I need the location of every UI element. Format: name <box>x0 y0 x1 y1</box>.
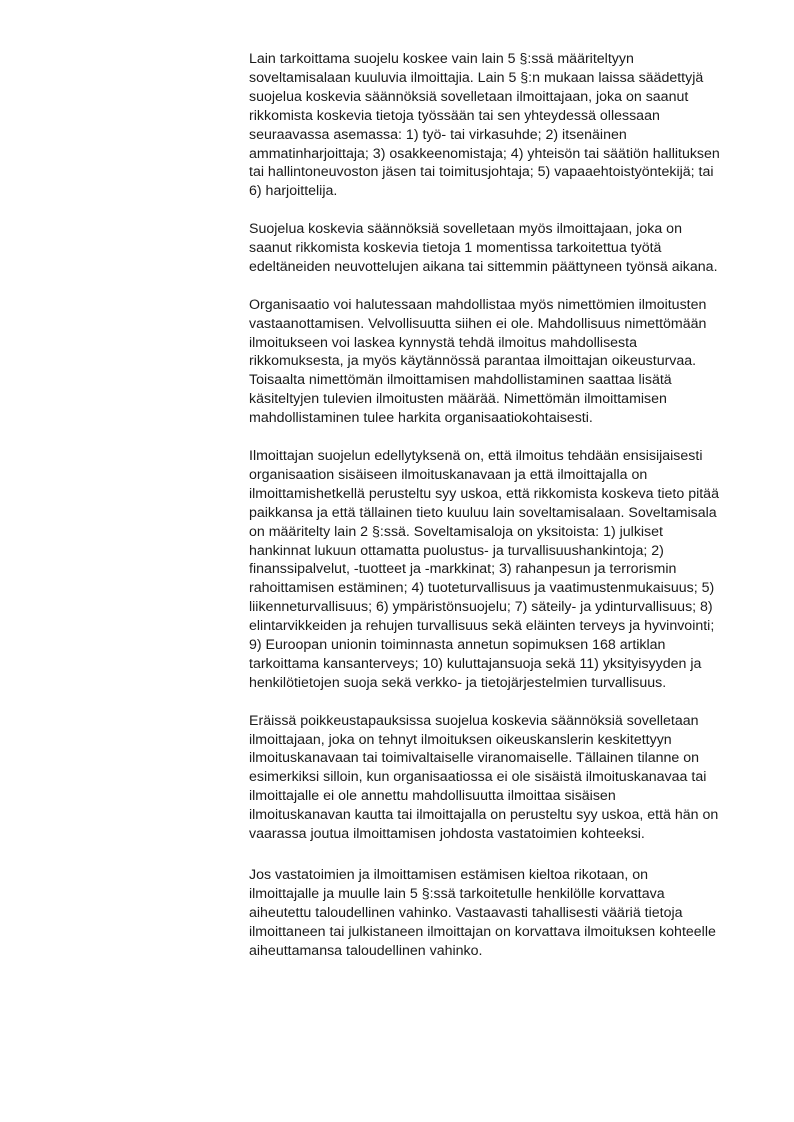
paragraph-anonymous-reports: Organisaatio voi halutessaan mahdollistaa myös nimettömien ilmoitusten vastaanottamisen. Velvollisuutta siihen ei ole. Mahdollisuus nimettömään ilmoitukseen voi laskea kynnystä tehdä ilmoitus mahdollisesta rikkomuksesta, ja myös käytännössä parantaa ilmoittajan oikeusturvaa. Toisaalta nimettömän ilmoittamisen mahdollistaminen saattaa lisätä käsiteltyjen tulevien ilmoitusten määrää. Nimettömän ilmoittamisen mahdollistaminen tulee harkita organisaatiokohtaisesti. <box>249 296 707 427</box>
paragraph-damages: Jos vastatoimien ja ilmoittamisen estämisen kieltoa rikotaan, on ilmoittajalle ja muulle lain 5 §:ssä tarkoitetulle henkilölle korvattava aiheutettu taloudellinen vahinko. Vastaavasti tahallisesti vääriä tietoja ilmoittaneen tai julkistaneen ilmoittajan on korvattava ilmoituksen kohteelle aiheuttamansa taloudellinen vahinko. <box>249 867 716 959</box>
paragraph-negotiations: Suojelua koskevia säännöksiä sovelletaan myös ilmoittajaan, joka on saanut rikkomista koskevia tietoja 1 momentissa tarkoitettua työtä edeltäneiden neuvottelujen aikana tai sittemmin päättyneen työnsä aikana. <box>249 221 718 275</box>
document-body <box>249 50 721 979</box>
paragraph-protection-conditions: Ilmoittajan suojelun edellytyksenä on, että ilmoitus tehdään ensisijaisesti organisaation sisäiseen ilmoituskanavaan ja että ilmoittajalla on ilmoittamishetkellä perusteltu syy uskoa, että rikkomista koskeva tieto pitää paikkansa ja että tällainen tieto kuuluu lain soveltamisalaan. Soveltamisala on määritelty lain 2 §:ssä. Soveltamisaloja on yksitoista: 1) julkiset hankinnat lukuun ottamatta puolustus- ja turvallisuushankintoja; 2) finanssipalvelut, -tuotteet ja -markkinat; 3) rahanpesun ja terrorismin rahoittamisen estäminen; 4) tuoteturvallisuus ja vaatimustenmukaisuus; 5) liikenneturvallisuus; 6) ympäristönsuojelu; 7) säteily- ja ydinturvallisuus; 8) elintarvikkeiden ja rehujen turvallisuus sekä eläinten terveys ja hyvinvointi; 9) Euroopan unionin toiminnasta annetun sopimuksen 168 artiklan tarkoittama kansanterveys; 10) kuluttajansuoja sekä 11) yksityisyyden ja henkilötietojen suoja sekä verkko- ja tietojärjestelmien turvallisuus. <box>249 447 719 691</box>
paragraph-exceptions: Eräissä poikkeustapauksissa suojelua koskevia säännöksiä sovelletaan ilmoittajaan, joka on tehnyt ilmoituksen oikeuskanslerin keskitettyyn ilmoituskanavaan tai toimivaltaiselle viranomaiselle. Tällainen tilanne on esimerkiksi silloin, kun organisaatiossa ei ole sisäistä ilmoituskanavaa tai ilmoittajalle ei ole annettu mahdollisuutta ilmoittaa sisäisen ilmoituskanavan kautta tai ilmoittajalla on perusteltu syy uskoa, että hän on vaarassa joutua ilmoittamisen johdosta vastatoimien kohteeksi. <box>249 712 719 843</box>
paragraph-scope: Lain tarkoittama suojelu koskee vain lain 5 §:ssä määriteltyyn soveltamisalaan kuuluvia ilmoittajia. Lain 5 §:n mukaan laissa säädettyjä suojelua koskevia säännöksiä sovelletaan ilmoittajaan, joka on saanut rikkomista koskevia tietoja työssään tai sen yhteydessä ollessaan seuraavassa asemassa: 1) työ- tai virkasuhde; 2) itsenäinen ammatinharjoittaja; 3) osakkeenomistaja; 4) yhteisön tai säätiön hallituksen tai hallintoneuvoston jäsen tai toimitusjohtaja; 5) vapaaehtoistyöntekijä; tai 6) harjoittelija. <box>249 51 720 200</box>
